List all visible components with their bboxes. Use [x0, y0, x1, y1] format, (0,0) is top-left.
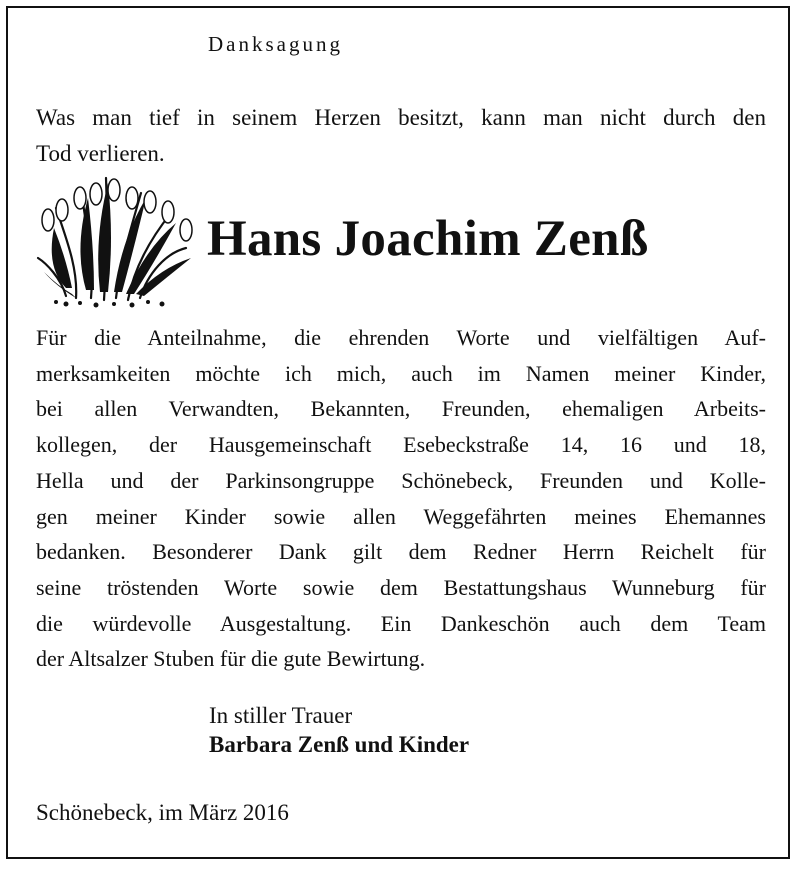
- deceased-name: Hans Joachim Zenß: [207, 211, 649, 267]
- body-line: seine tröstenden Worte sowie dem Bestattungshaus Wunneburg für: [36, 574, 766, 600]
- body-line: merksamkeiten möchte ich mich, auch im Namen meiner Kinder,: [36, 360, 766, 386]
- body-line: die würdevolle Ausgestaltung. Ein Dankeschön auch dem Team: [36, 610, 766, 636]
- snowdrop-flowers-icon: [36, 168, 196, 308]
- body-line: bedanken. Besonderer Dank gilt dem Redner Herrn Reichelt für: [36, 539, 766, 565]
- body-line: Hella und der Parkinsongruppe Schönebeck, Freunden und Kolle-: [36, 467, 766, 493]
- place-date: Schönebeck, im März 2016: [36, 800, 289, 825]
- body-line: gen meiner Kinder sowie allen Weggefährten meines Ehemannes: [36, 503, 766, 529]
- motto-line-2: Tod verlieren.: [36, 141, 165, 166]
- motto-quote: [36, 100, 766, 172]
- body-line: der Altsalzer Stuben für die gute Bewirtung.: [36, 646, 426, 672]
- body-line: bei allen Verwandten, Bekannten, Freunden, ehemaligen Arbeits-: [36, 396, 766, 422]
- body-line: kollegen, der Hausgemeinschaft Esebeckstraße 14, 16 und 18,: [36, 432, 766, 458]
- signature: Barbara Zenß und Kinder: [209, 732, 470, 757]
- motto-line-1: Was man tief in seinem Herzen besitzt, kann man nicht durch den: [36, 105, 766, 130]
- body-line: Für die Anteilnahme, die ehrenden Worte und vielfältigen Auf-: [36, 325, 766, 350]
- body-text: [36, 320, 766, 677]
- closing-phrase: In stiller Trauer: [209, 703, 353, 728]
- notice-heading: Danksagung: [208, 32, 343, 56]
